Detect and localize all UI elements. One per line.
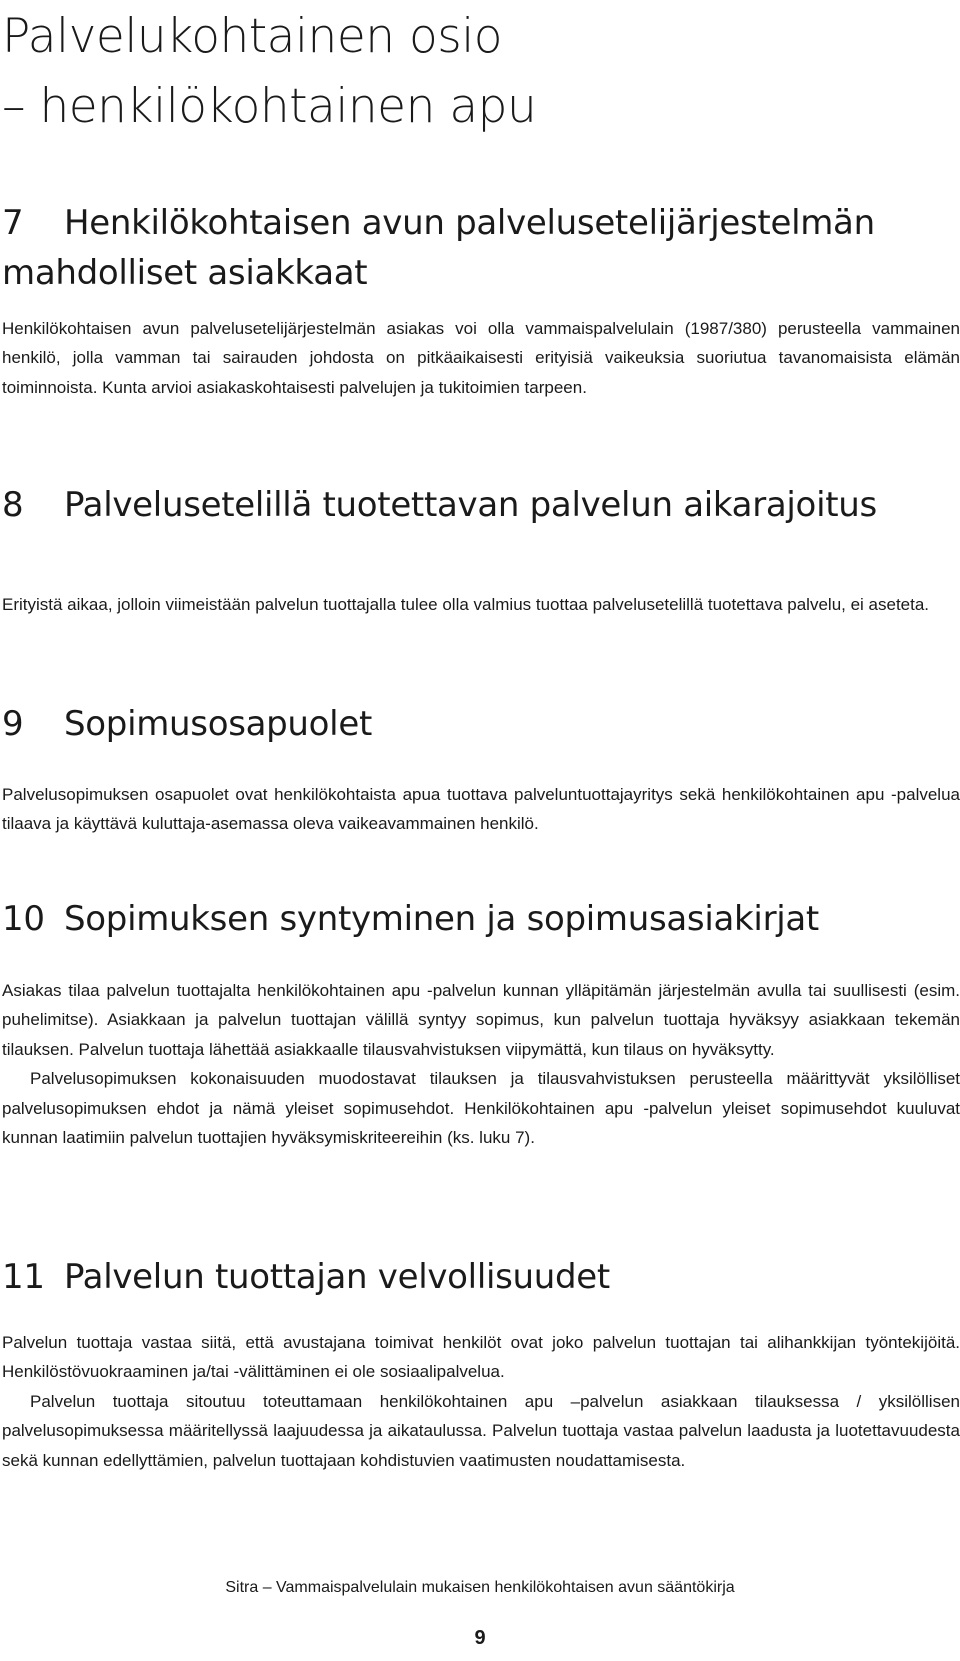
section-8-heading bbox=[2, 480, 942, 530]
section-11-paragraph-2: Palvelun tuottaja sitoutuu toteuttamaan henkilökohtainen apu –palvelun asiakkaan tilauksessa / yksilöllisen palvelusopimuksessa määritellyssä laajuudessa ja aikataulussa. Palvelun tuottaja vastaa palvelun laadusta ja luotettavuudesta sekä kunnan edellyttämien, palvelun tuottajaan kohdistuvien vaatimusten noudattamisesta. bbox=[2, 1391, 960, 1470]
section-7-heading bbox=[2, 198, 942, 298]
section-10-paragraph-1: Asiakas tilaa palvelun tuottajalta henkilökohtainen apu -palvelun kunnan ylläpitämän järjestelmän avulla tai suullisesti (esim. puhelimitse). Asiakkaan ja palvelun tuottajan välillä syntyy sopimus, kun palvelun tuottaja hyväksyy asiakkaan tekemän tilauksen. Palvelun tuottaja lähettää asiakkaalle tilausvahvistuksen viipymättä, kun tilaus on hyväksytty. bbox=[2, 981, 960, 1059]
section-7-title-line-1: Henkilökohtaisen avun palvelusetelijärjestelmän bbox=[64, 203, 875, 243]
section-11-title: Palvelun tuottajan velvollisuudet bbox=[64, 1257, 610, 1297]
section-11-heading bbox=[2, 1252, 942, 1302]
section-8-number: 8 bbox=[2, 485, 24, 525]
section-7-body bbox=[2, 314, 960, 402]
page-title-line-2: – henkilökohtainen apu bbox=[2, 79, 537, 134]
section-9-number: 9 bbox=[2, 704, 24, 744]
section-11-body bbox=[2, 1328, 960, 1475]
page-footer: Sitra – Vammaispalvelulain mukaisen henkilökohtaisen avun sääntökirja bbox=[225, 1579, 735, 1596]
section-9-body bbox=[2, 780, 960, 839]
section-8-title: Palvelusetelillä tuotettavan palvelun aikarajoitus bbox=[64, 485, 877, 525]
section-9-title: Sopimusosapuolet bbox=[64, 704, 372, 744]
section-7-number: 7 bbox=[2, 203, 24, 243]
section-9-paragraph-1: Palvelusopimuksen osapuolet ovat henkilökohtaista apua tuottava palveluntuottajayritys sekä henkilökohtainen apu -palvelua tilaava ja käyttävä kuluttaja-asemassa oleva vaikeavammainen henkilö. bbox=[2, 785, 960, 834]
section-10-paragraph-2: Palvelusopimuksen kokonaisuuden muodostavat tilauksen ja tilausvahvistuksen perusteella määrittyvät yksilölliset palvelusopimuksen ehdot ja nämä yleiset sopimusehdot. Henkilökohtainen apu -palvelun yleiset sopimusehdot kuuluvat kunnan laatimiin palvelun tuottajien hyväksymiskriteereihin (ks. luku 7). bbox=[2, 1069, 960, 1148]
page-number: 9 bbox=[474, 1627, 486, 1649]
page-title-line-1: Palvelukohtainen osio bbox=[2, 9, 503, 64]
section-10-title: Sopimuksen syntyminen ja sopimusasiakirjat bbox=[64, 899, 819, 939]
section-11-paragraph-1: Palvelun tuottaja vastaa siitä, että avustajana toimivat henkilöt ovat joko palvelun tuottajan tai alihankkijan työntekijöitä. Henkilöstövuokraaminen ja/tai -välittäminen ei ole sosiaalipalvelua. bbox=[2, 1333, 960, 1382]
section-10-body bbox=[2, 976, 960, 1152]
section-10-number: 10 bbox=[2, 899, 45, 939]
section-11-number: 11 bbox=[2, 1257, 45, 1297]
page-title bbox=[2, 2, 942, 142]
section-10-heading bbox=[2, 894, 942, 944]
section-9-heading bbox=[2, 699, 942, 749]
section-7-paragraph-1: Henkilökohtaisen avun palvelusetelijärjestelmän asiakas voi olla vammaispalvelulain (1987/380) perusteella vammainen henkilö, jolla vamman tai sairauden johdosta on pitkäaikaisesti erityisiä vaikeuksia suoriutua tavanomaisista elämän toiminnoista. Kunta arvioi asiakaskohtaisesti palvelujen ja tukitoimien tarpeen. bbox=[2, 319, 960, 397]
section-8-body bbox=[2, 590, 960, 619]
section-7-title-line-2: mahdolliset asiakkaat bbox=[2, 253, 368, 293]
section-8-paragraph-1: Erityistä aikaa, jolloin viimeistään palvelun tuottajalla tulee olla valmius tuottaa palvelusetelillä tuotettava palvelu, ei aseteta. bbox=[2, 595, 930, 614]
